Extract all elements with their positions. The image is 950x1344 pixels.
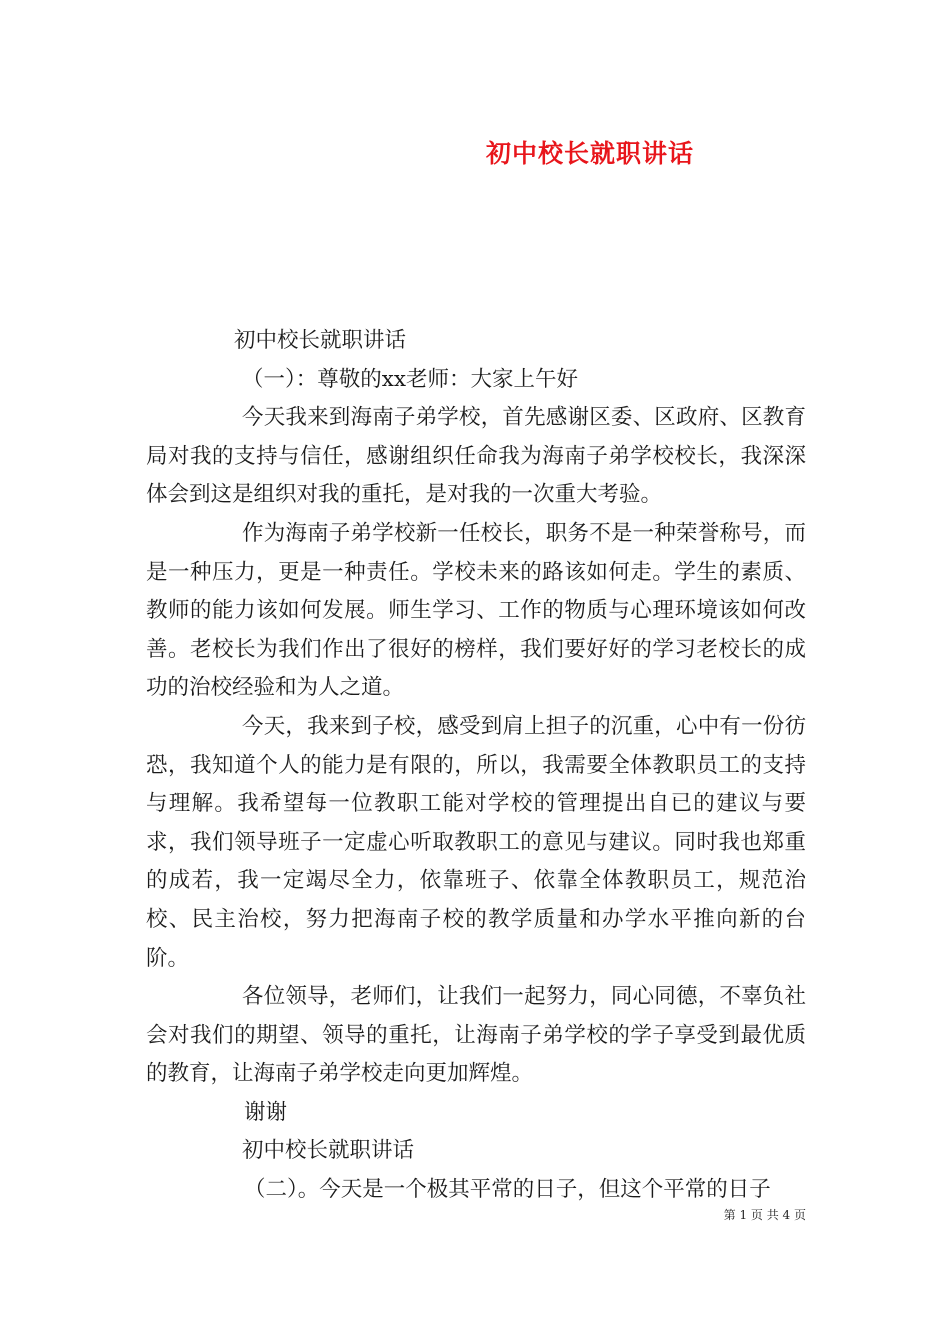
document-body <box>146 322 806 1210</box>
speech-heading: 初中校长就职讲话 <box>234 328 407 353</box>
speech-heading-2: 初中校长就职讲话 <box>242 1138 415 1164</box>
part-two-start: （二）。今天是一个极其平常的日子，但这个平常的日子 <box>244 1177 771 1203</box>
thanks-line: 谢谢 <box>244 1099 288 1125</box>
document-title: 初中校长就职讲话 <box>485 139 694 168</box>
paragraph: 作为海南子弟学校新一任校长，职务不是一种荣誉称号，而是一种压力，更是一种责任。学校未来的路该如何走。学生的素质、教师的能力该如何发展。师生学习、工作的物质与心理环境该如何改善。老校长为我们作出了很好的榜样，我们要好好的学习老校长的成功的治校经验和为人之道。 <box>146 520 806 701</box>
paragraph: 各位领导，老师们，让我们一起努力，同心同德，不辜负社会对我们的期望、领导的重托，让海南子弟学校的学子享受到最优质的教育，让海南子弟学校走向更加辉煌。 <box>146 984 806 1087</box>
salutation: （一）：尊敬的xx老师：大家上午好 <box>242 366 579 392</box>
page-number: 第 1 页 共 4 页 <box>723 1208 806 1222</box>
paragraph: 今天，我来到子校，感受到肩上担子的沉重，心中有一份彷恐，我知道个人的能力是有限的，所以，我需要全体教职员工的支持与理解。我希望每一位教职工能对学校的管理提出自已的建议与要求，我们领导班子一定虚心听取教职工的意见与建议。同时我也郑重的成若，我一定竭尽全力，依靠班子、依靠全体教职员工，规范治校、民主治校，努力把海南子校的教学质量和办学水平推向新的台阶。 <box>146 713 806 971</box>
paragraph: 今天我来到海南子弟学校，首先感谢区委、区政府、区教育局对我的支持与信任，感谢组织任命我为海南子弟学校校长，我深深体会到这是组织对我的重托，是对我的一次重大考验。 <box>146 405 806 508</box>
